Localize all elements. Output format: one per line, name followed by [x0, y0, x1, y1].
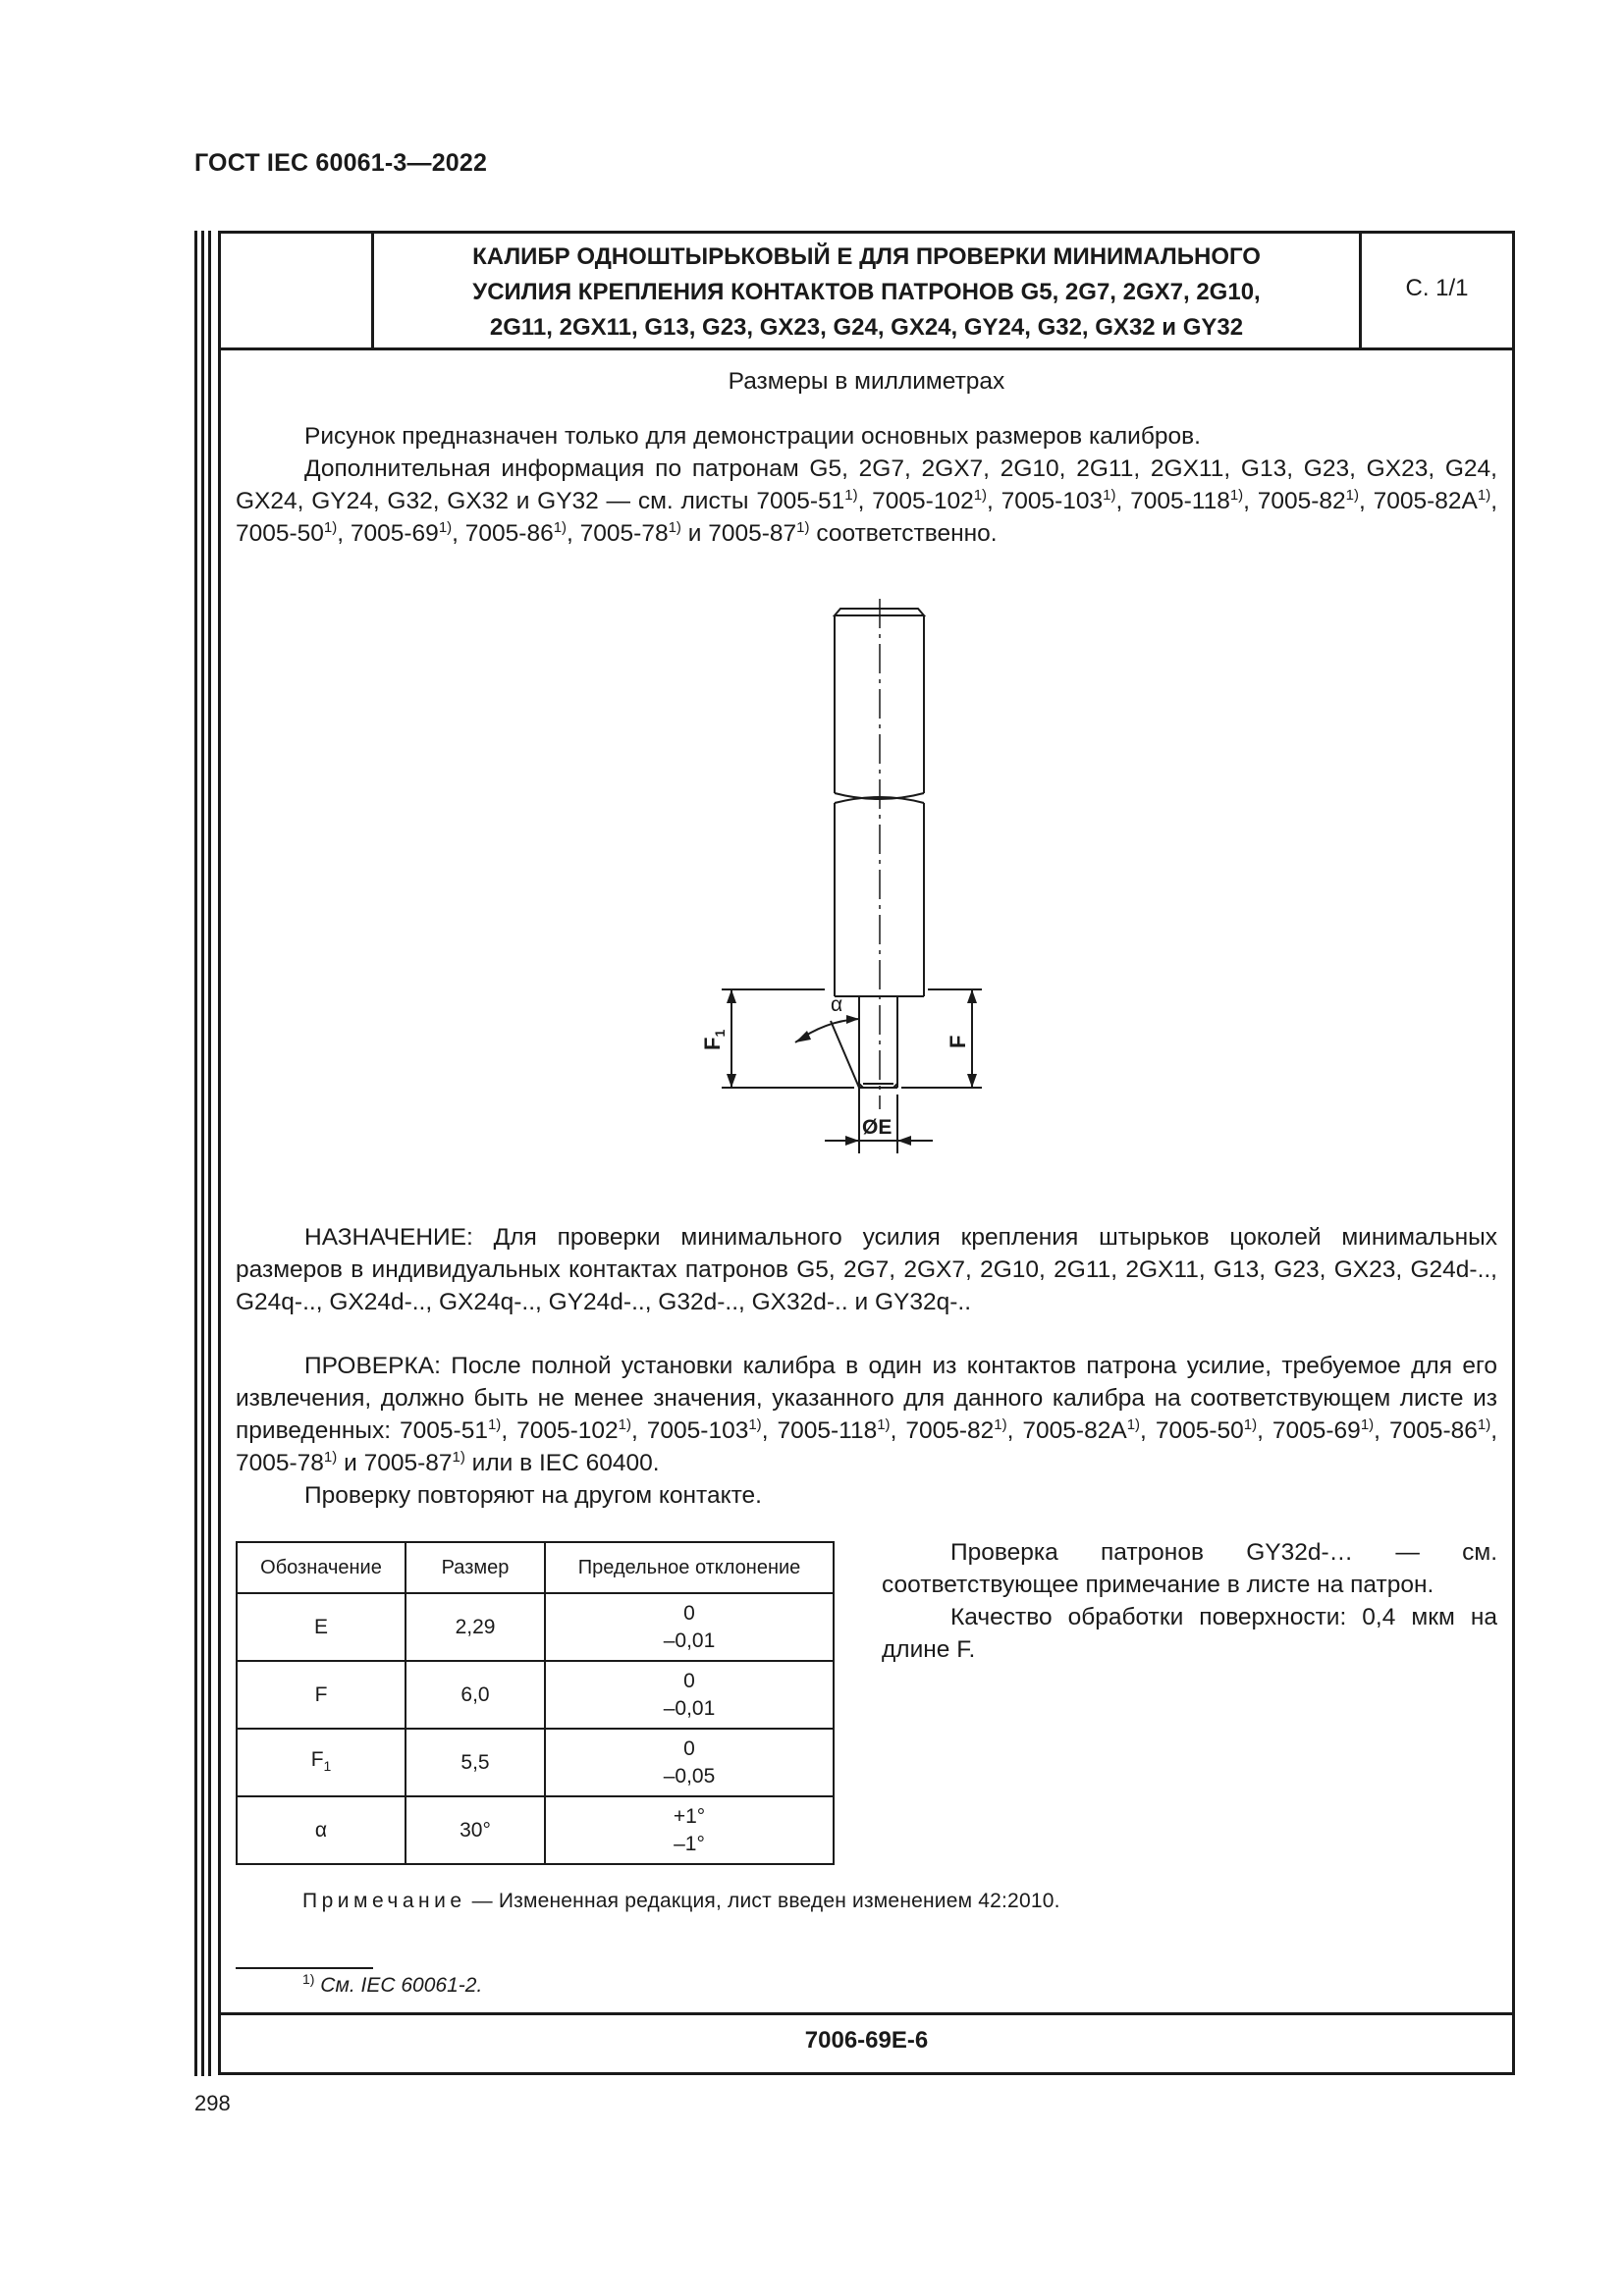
- footnote-mark: 1): [1229, 487, 1244, 504]
- sheet-ref: 7005-118$^{1)}$: [777, 1416, 891, 1444]
- deviation-lower: –0,01: [663, 1629, 716, 1652]
- intro-line: Рисунок предназначен только для демонстрации основных размеров калибров.: [304, 423, 1201, 450]
- footnote: [302, 1971, 483, 1998]
- note-text: — Измененная редакция, лист введен изменением 42:2010.: [465, 1890, 1060, 1912]
- deviation-cell: [545, 1661, 834, 1729]
- footnote-mark: 1): [1477, 487, 1491, 504]
- sheet-ref: 7005-86$^{1)}$: [464, 519, 568, 547]
- footnote-mark: 1): [796, 519, 810, 536]
- frame-bar: [208, 231, 211, 2076]
- intro-refs: [236, 453, 1497, 550]
- footnote-mark: 1): [1360, 1416, 1375, 1433]
- dimensions-note: Размеры в миллиметрах: [728, 368, 1005, 395]
- sheet-ref: 7005-82$^{1)}$: [1257, 487, 1360, 514]
- note-label: Примечание: [302, 1890, 466, 1912]
- column-header: Размер: [406, 1542, 545, 1593]
- e-label: ØE: [862, 1116, 893, 1139]
- column-header: Обозначение: [237, 1542, 406, 1593]
- gauge-drawing: [687, 599, 1001, 1168]
- sheet-ref: 7005-87$^{1)}$: [708, 519, 810, 547]
- footnote-mark: 1): [994, 1416, 1007, 1433]
- deviation-upper: +1°: [673, 1804, 706, 1828]
- intro-paragraph: [236, 420, 1497, 550]
- footnote-mark: 1): [748, 1416, 762, 1433]
- purpose-paragraph: [236, 1221, 1497, 1318]
- sheet-ref: 7005-69$^{1)}$: [1271, 1416, 1375, 1444]
- title-line: 2G11, 2GX11, G13, G23, GX23, G24, GX24, GY24, G32, GX32 и GY32: [489, 314, 1244, 341]
- deviation-cell: [545, 1729, 834, 1796]
- footnote-mark: 1): [323, 1449, 338, 1466]
- deviation-lower: –0,05: [663, 1764, 716, 1788]
- footnote-mark: 1): [618, 1416, 631, 1433]
- symbol-cell: E: [237, 1593, 406, 1661]
- f-label: F: [946, 1035, 970, 1048]
- footnote-mark: 1): [452, 1449, 465, 1466]
- sheet-ref: 7005-103$^{1)}$: [646, 1416, 762, 1444]
- sheet-ref: 7005-102$^{1)}$: [516, 1416, 631, 1444]
- side-note: Качество обработки поверхности: 0,4 мкм на длине F.: [882, 1604, 1497, 1663]
- side-note: Проверка патронов GY32d-… — см. соответствующее примечание в листе на патрон.: [882, 1539, 1497, 1598]
- purpose-text: НАЗНАЧЕНИЕ: Для проверки минимального усилия крепления штырьков цоколей минимальных размеров в индивидуальных контактах патронов G5, 2G7, 2GX7, 2G10, 2G11, 2GX11, G13, G23, GX23, G24d-.., G24q-.., GX24d-.., GX24q-.., GY24d-.., G32d-.., GX32d-.. и GY32q-..: [236, 1224, 1497, 1315]
- sheet-code: 7006-69E-6: [804, 2027, 929, 2054]
- sheet-ref: $7005-82A^{1)}$: [1373, 487, 1491, 514]
- column-header: Предельное отклонение: [545, 1542, 834, 1593]
- sheet-ref: 7005-78$^{1)}$: [579, 519, 681, 547]
- ref-list: 7005-51$^{1)}$, 7005-102$^{1)}$, 7005-103$^{1)}$, 7005-118$^{1)}$, 7005-82$^{1)}$, $7005-82A^{1)}$, 7005-50$^{1)}$, 7005-69$^{1)}$, 7005-86$^{1)}$, 7005-78$^{1)}$ и 7005-87$^{1)}$: [236, 1416, 1498, 1476]
- subscript: 1: [323, 1757, 332, 1774]
- header-divider: [218, 347, 1515, 350]
- frame-bar: [201, 231, 204, 2076]
- deviation-cell: [545, 1796, 834, 1864]
- footnote-mark: 1): [438, 519, 453, 536]
- check-repeat: Проверку повторяют на другом контакте.: [304, 1482, 762, 1509]
- symbol-cell: α: [237, 1796, 406, 1864]
- sheet-ref: 7005-118$^{1)}$: [1130, 487, 1244, 514]
- note: [302, 1890, 1060, 1913]
- table-row: [237, 1593, 834, 1661]
- title-line: УСИЛИЯ КРЕПЛЕНИЯ КОНТАКТОВ ПАТРОНОВ G5, 2G7, 2GX7, 2G10,: [472, 279, 1261, 305]
- deviation-upper: 0: [683, 1669, 695, 1692]
- sheet-ref: $7005-82A^{1)}$: [1022, 1416, 1141, 1444]
- footnote-rule: [236, 1967, 373, 1969]
- title-line: КАЛИБР ОДНОШТЫРЬКОВЫЙ E ДЛЯ ПРОВЕРКИ МИНИМАЛЬНОГО: [472, 243, 1261, 270]
- sheet-number: С. 1/1: [1405, 275, 1469, 301]
- ref-list: 7005-51$^{1)}$, 7005-102$^{1)}$, 7005-103$^{1)}$, 7005-118$^{1)}$, 7005-82$^{1)}$, $7005-82A^{1)}$, 7005-50$^{1)}$, 7005-69$^{1)}$, 7005-86$^{1)}$, 7005-78$^{1)}$ и 7005-87$^{1)}$: [236, 487, 1498, 547]
- deviation-lower: –1°: [674, 1832, 705, 1855]
- sheet-ref: 7005-51$^{1)}$: [400, 1416, 502, 1444]
- footnote-text: См. IEC 60061-2.: [320, 1974, 483, 1997]
- table-row: [237, 1729, 834, 1796]
- size-cell: 30°: [406, 1796, 545, 1864]
- table-row: [237, 1661, 834, 1729]
- symbol-cell: F: [237, 1661, 406, 1729]
- document-code: ГОСТ IEC 60061-3—2022: [194, 149, 488, 177]
- f1-label: $F_1$: [700, 1029, 728, 1050]
- footnote-mark: 1): [1477, 1416, 1491, 1433]
- sheet-title: [374, 240, 1359, 346]
- sheet-ref: 7005-50$^{1)}$: [1155, 1416, 1258, 1444]
- deviation-upper: 0: [683, 1736, 695, 1760]
- footnote-mark: 1): [323, 519, 338, 536]
- check-main: ПРОВЕРКА: После полной установки калибра в один из контактов патрона усилие, требуемое для его извлечения, должно быть не менее значения, указанного для данного калибра на соответствующем листе из приведенных:: [236, 1353, 1497, 1444]
- footer-divider: [218, 2012, 1515, 2015]
- size-cell: 6,0: [406, 1661, 545, 1729]
- footnote-mark: 1): [877, 1416, 891, 1433]
- footnote-mark: 1): [302, 1971, 315, 1987]
- alpha-label: α: [831, 993, 843, 1016]
- sheet-ref: 7005-86$^{1)}$: [1388, 1416, 1491, 1444]
- sheet-ref: 7005-51$^{1)}$: [756, 487, 858, 514]
- intro-text: Дополнительная информация по патронам G5, 2G7, 2GX7, 2G10, 2G11, 2GX11, G13, G23, GX23, G24, GX24, GY24, G32, GX32 и GY32 — см. листы: [236, 455, 1497, 514]
- size-cell: 5,5: [406, 1729, 545, 1796]
- footnote-mark: 1): [844, 487, 858, 504]
- size-cell: 2,29: [406, 1593, 545, 1661]
- symbol-cell: $F_1$: [237, 1729, 406, 1796]
- footnote-mark: 1): [973, 487, 988, 504]
- footnote-mark: 1): [1243, 1416, 1258, 1433]
- frame-bar: [194, 231, 197, 2076]
- sheet-ref: 7005-103$^{1)}$: [1001, 487, 1116, 514]
- sheet-ref: 7005-82$^{1)}$: [905, 1416, 1007, 1444]
- sheet-ref: 7005-78$^{1)}$: [236, 1449, 338, 1476]
- dimensions-table: [236, 1541, 835, 1865]
- check-paragraph: [236, 1350, 1497, 1512]
- check-tail: или в IEC 60400.: [471, 1450, 660, 1476]
- check-text: [236, 1350, 1497, 1479]
- footnote-mark: 1): [1345, 487, 1360, 504]
- sheet-ref: 7005-87$^{1)}$: [363, 1449, 465, 1476]
- deviation-lower: –0,01: [663, 1696, 716, 1720]
- footnote-mark: 1): [487, 1416, 502, 1433]
- sheet-ref: 7005-69$^{1)}$: [350, 519, 453, 547]
- side-notes: [882, 1536, 1497, 1666]
- footnote-mark: 1): [1103, 487, 1116, 504]
- footnote-mark: 1): [1126, 1416, 1141, 1433]
- deviation-cell: [545, 1593, 834, 1661]
- deviation-upper: 0: [683, 1601, 695, 1625]
- sheet-ref: 7005-102$^{1)}$: [872, 487, 988, 514]
- table-row: [237, 1796, 834, 1864]
- page-number: 298: [194, 2091, 231, 2115]
- sheet-ref: 7005-50$^{1)}$: [236, 519, 338, 547]
- footnote-mark: 1): [668, 519, 681, 536]
- intro-tail: соответственно.: [816, 520, 998, 547]
- footnote-mark: 1): [553, 519, 568, 536]
